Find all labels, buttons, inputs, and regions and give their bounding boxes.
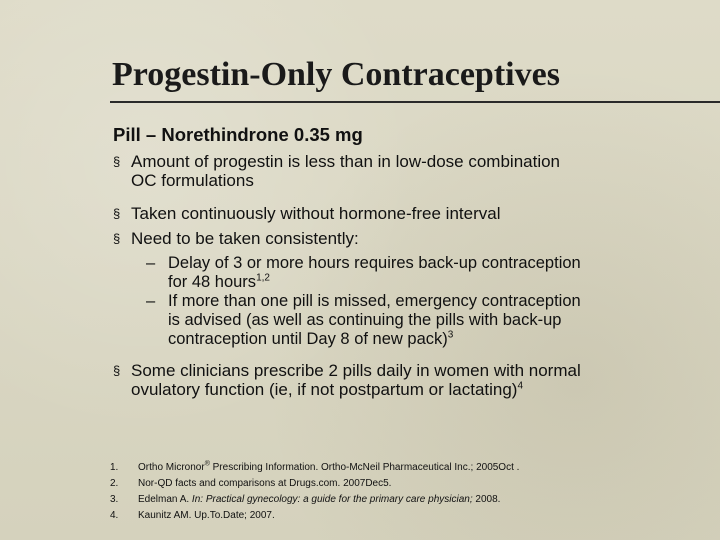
bullet-text-line: ovulatory function (ie, if not postpartum or lactating) [131, 380, 518, 399]
bullet-item [113, 361, 673, 399]
reference-text: Edelman A. [138, 494, 192, 505]
bullet-text-line: Amount of progestin is less than in low-dose combination [131, 152, 561, 171]
title-divider [110, 101, 720, 103]
registered-mark: ® [204, 460, 210, 468]
sub-bullet-item [113, 292, 673, 349]
bullet-marker: § [113, 154, 121, 169]
reference-italic-text: In: Practical gynecology: a guide for the primary care physician; [191, 494, 473, 505]
reference-text: Nor-QD facts and comparisons at Drugs.com. 2007Dec5. [138, 478, 392, 489]
dash-marker: – [146, 254, 156, 272]
bullet-text: Taken continuously without hormone-free interval [131, 204, 501, 223]
bullet-item [113, 152, 673, 190]
slide-subtitle: Pill – Norethindrone 0.35 mg [113, 124, 363, 145]
bullet-text-line: OC formulations [131, 171, 254, 190]
citation-sup: 1,2 [256, 272, 270, 284]
reference-item [110, 508, 710, 524]
bullet-item [113, 204, 673, 223]
reference-text: Prescribing Information. Ortho-McNeil Pharmaceutical Inc.; 2005Oct . [209, 462, 520, 473]
reference-text: Kaunitz AM. Up.To.Date; 2007. [138, 510, 275, 521]
reference-number: 2. [110, 478, 119, 489]
reference-item [110, 492, 710, 508]
slide-title: Progestin-Only Contraceptives [112, 56, 560, 93]
reference-number: 3. [110, 494, 119, 505]
reference-item [110, 460, 710, 476]
bullet-text: Need to be taken consistently: [131, 229, 359, 248]
bullet-list [113, 152, 673, 399]
bullet-marker: § [113, 231, 121, 246]
sub-bullet-text-line: If more than one pill is missed, emergency contraception [168, 292, 581, 310]
sub-bullet-text-line: Delay of 3 or more hours requires back-up contraception [168, 254, 581, 272]
reference-text: 2008. [472, 494, 501, 505]
reference-number: 4. [110, 510, 119, 521]
citation-sup: 3 [447, 329, 454, 341]
reference-list [110, 460, 710, 524]
reference-item [110, 476, 710, 492]
sub-bullet-item [113, 254, 673, 292]
bullet-marker: § [113, 363, 121, 378]
dash-marker: – [146, 292, 156, 310]
bullet-marker: § [113, 206, 121, 221]
citation-sup: 4 [517, 380, 524, 392]
bullet-item [113, 229, 673, 248]
sub-bullet-text-line: for 48 hours [168, 273, 257, 291]
bullet-text-line: Some clinicians prescribe 2 pills daily in women with normal [131, 361, 581, 380]
sub-bullet-text-line: is advised (as well as continuing the pills with back-up [168, 311, 562, 329]
reference-text: Ortho Micronor [138, 462, 205, 473]
sub-bullet-text-line: contraception until Day 8 of new pack) [168, 330, 448, 348]
reference-number: 1. [110, 462, 119, 473]
